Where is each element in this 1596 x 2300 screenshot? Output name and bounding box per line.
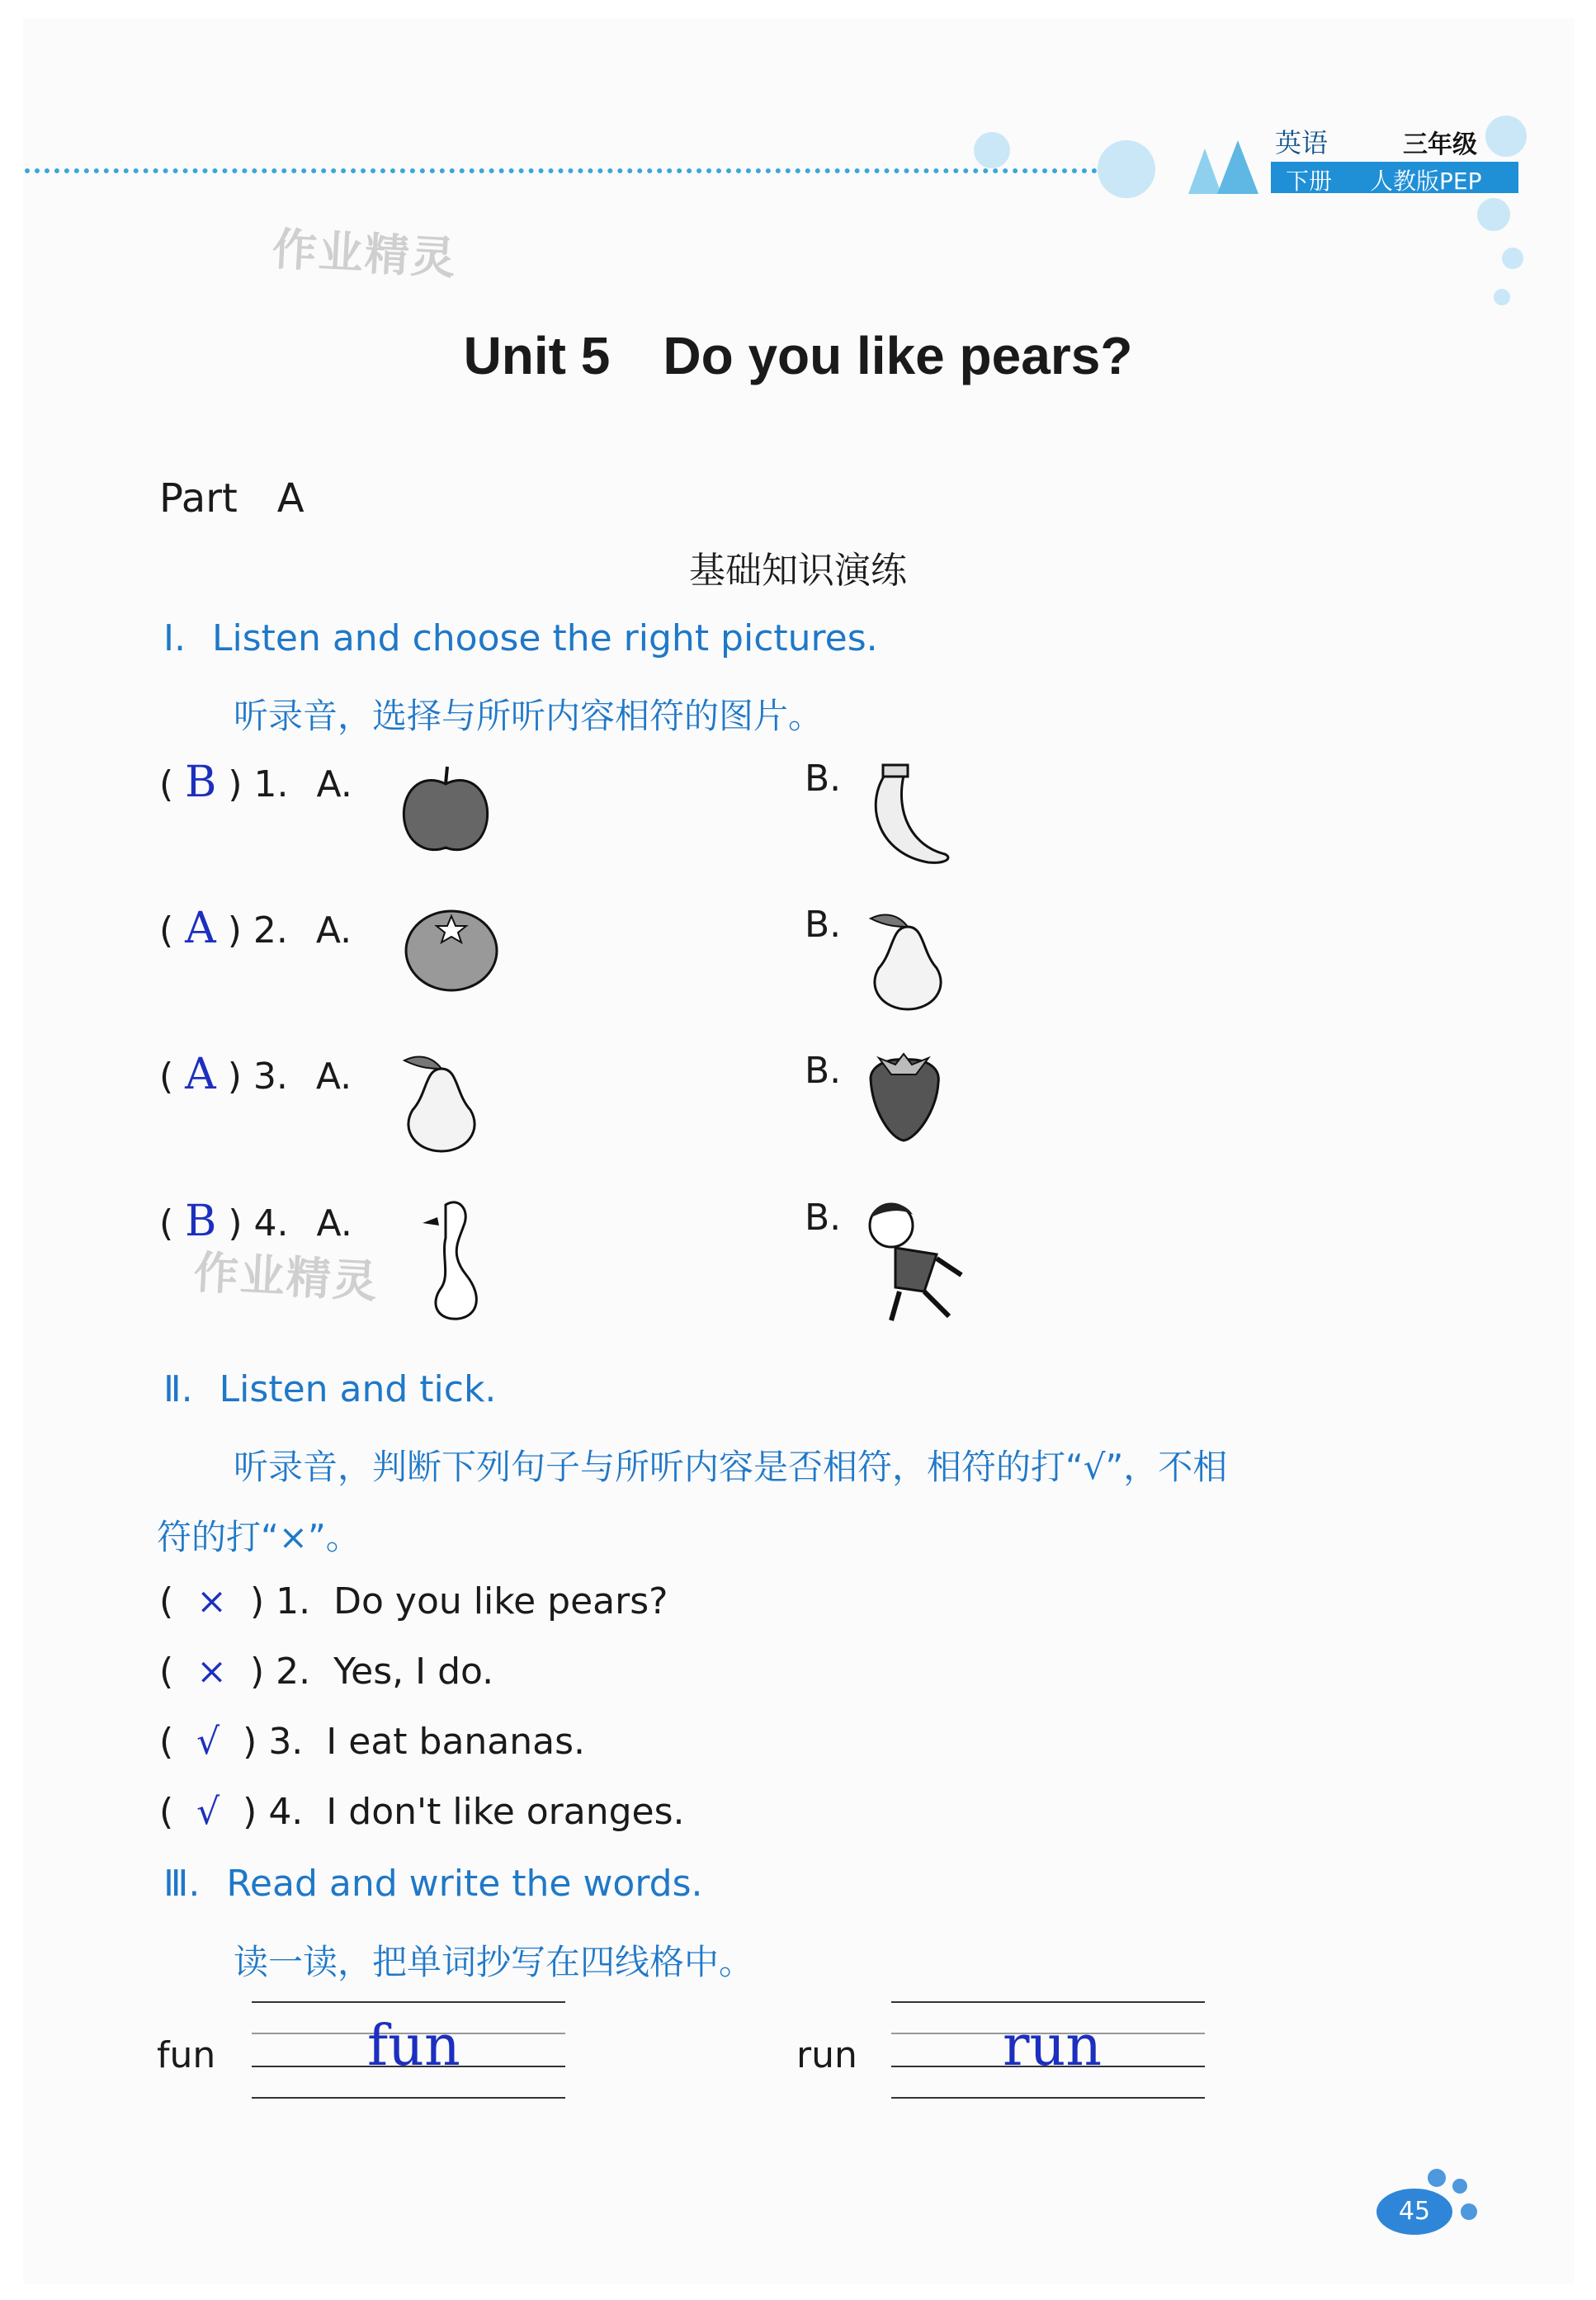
item-text: I eat bananas. [326,1721,586,1763]
choice-answer: B [185,758,217,807]
section-2-title: Listen and tick. [219,1368,497,1410]
tree-icon [1172,140,1271,198]
option-a-label: A. [316,763,352,805]
choice-answer: B [185,1197,217,1246]
tick-item-4: ( √ ) 4. I don't like oranges. [159,1791,685,1833]
tick-item-3: ( √ ) 3. I eat bananas. [159,1721,586,1763]
option-a-label: A. [315,909,352,952]
option-a-label: A. [315,1056,352,1098]
bubble-decoration [1452,2179,1467,2194]
bubble-decoration [974,132,1010,168]
section-1-heading [163,617,878,659]
option-b-label: B. [805,1197,842,1239]
choice-item-4: ( B ) 4. A. [159,1197,352,1246]
choice-item-2: ( A ) 2. A. [159,904,352,953]
watermark: 作业精灵 [192,1246,380,1308]
tick-answer: √ [196,1721,220,1763]
written-word-run: run [1003,2014,1103,2079]
section-2-instruction-line1: 听录音，判断下列句子与所听内容是否相符，相符的打“√”，不相 [234,1447,1228,1487]
item-text: I don't like oranges. [326,1791,685,1833]
watermark: 作业精灵 [271,223,459,285]
pear-icon [396,1048,487,1155]
strawberry-icon [862,1050,945,1145]
item-number: 1. [253,763,289,805]
tick-answer: × [196,1651,228,1693]
bubble-decoration [1477,198,1510,231]
section-2-heading [163,1368,496,1410]
item-number: 2. [276,1651,311,1693]
word-label-run: run [796,2034,857,2076]
item-number: 4. [268,1791,304,1833]
item-text: Yes, I do. [333,1651,494,1693]
item-text: Do you like pears? [333,1580,668,1622]
bubble-decoration [1461,2203,1477,2220]
bubble-decoration [1485,116,1527,157]
word-label-fun: fun [157,2034,216,2076]
choice-item-3: ( A ) 3. A. [159,1050,352,1099]
pear-icon [862,906,953,1013]
section-1-title: Listen and choose the right pictures. [211,617,878,659]
section-3-title: Read and write the words. [226,1863,703,1905]
choice-answer: A [185,904,216,953]
option-b-label: B. [805,758,842,800]
header-grade: 三年级 [1403,130,1477,159]
tick-answer: √ [196,1791,220,1833]
option-b-label: B. [805,1050,842,1092]
banana-icon [862,763,961,871]
tick-answer: × [196,1580,228,1622]
header-subject: 英语 [1275,127,1329,158]
running-boy-icon [858,1197,974,1337]
item-number: 1. [276,1580,311,1622]
section-2-number: Ⅱ. [163,1368,193,1410]
apple-icon [396,763,495,858]
tick-item-1: ( × ) 1. Do you like pears? [159,1580,668,1622]
section-3-heading [163,1863,703,1905]
section-subheading: 基础知识演练 [689,550,907,592]
item-number: 3. [253,1056,288,1098]
section-1-number: Ⅰ. [163,617,186,659]
page-number: 45 [1376,2189,1452,2235]
bubble-decoration [1502,248,1523,269]
tick-item-2: ( × ) 2. Yes, I do. [159,1651,494,1693]
written-word-fun: fun [367,2014,460,2079]
page-title: Unit 5 Do you like pears? [463,326,1133,385]
bubble-decoration [1494,289,1510,305]
header-dotted-line [25,168,1098,173]
section-3-instruction: 读一读，把单词抄写在四线格中。 [234,1942,754,1982]
choice-answer: A [185,1050,216,1099]
orange-icon [400,904,503,994]
part-label: Part A [159,475,305,522]
item-number: 3. [268,1721,304,1763]
header-edition: 人教版PEP [1370,168,1482,195]
item-number: 4. [253,1202,289,1244]
bubble-decoration [1428,2169,1446,2187]
option-b-label: B. [805,904,842,946]
header-volume: 下册 [1286,168,1333,195]
option-a-label: A. [316,1202,352,1244]
item-number: 2. [253,909,288,952]
duck-icon [421,1197,495,1329]
section-1-instruction: 听录音，选择与所听内容相符的图片。 [234,696,824,736]
section-3-number: Ⅲ. [163,1863,201,1905]
bubble-decoration [1098,140,1155,198]
section-2-instruction-line2: 符的打“×”。 [157,1517,361,1557]
choice-item-1: ( B ) 1. A. [159,758,352,807]
